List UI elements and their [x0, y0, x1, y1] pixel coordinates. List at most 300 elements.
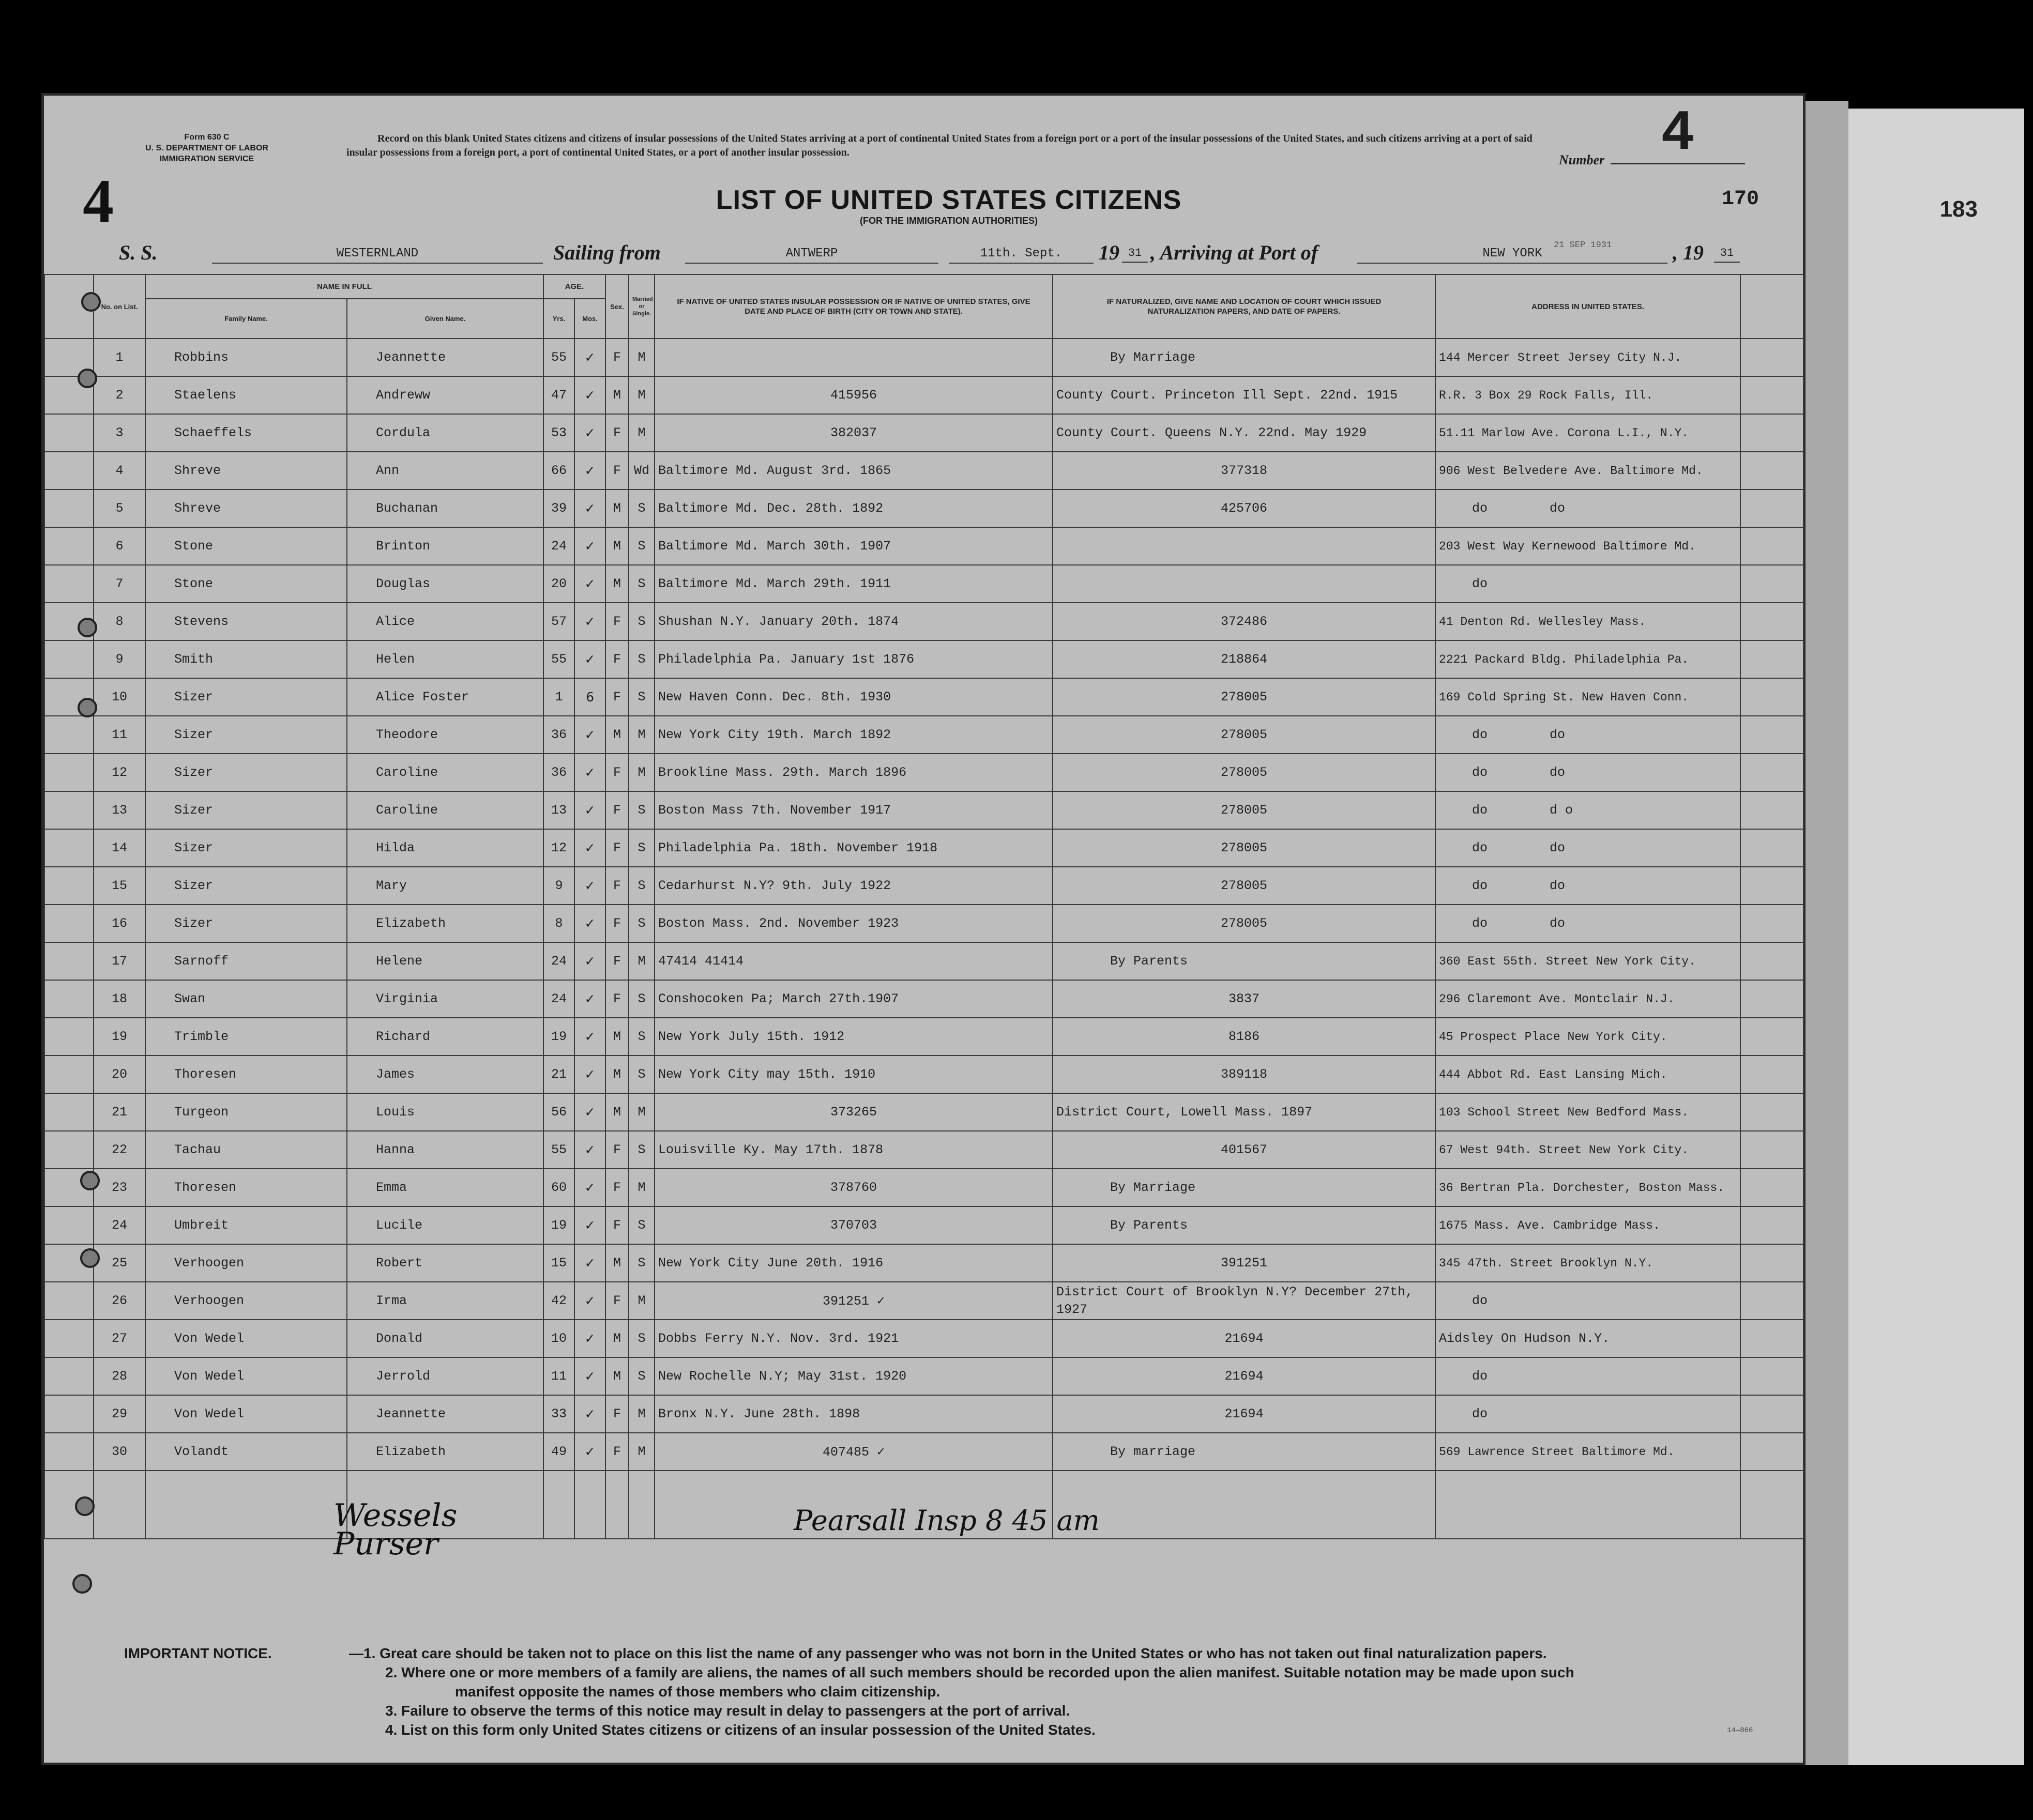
age-months: ✓	[574, 980, 605, 1018]
address: 144 Mercer Street Jersey City N.J.	[1435, 339, 1740, 376]
birth-info: New Rochelle N.Y; May 31st. 1920	[655, 1357, 1053, 1395]
row-end	[1740, 376, 1803, 414]
table-row	[44, 339, 1803, 376]
sex: M	[605, 1357, 629, 1395]
row-end	[1740, 905, 1803, 942]
port-from: ANTWERP	[685, 247, 938, 264]
row-end	[1740, 1433, 1803, 1471]
birth-info: Bronx N.Y. June 28th. 1898	[655, 1395, 1053, 1433]
sailing-label: Sailing from	[553, 241, 661, 264]
address: 45 Prospect Place New York City.	[1435, 1018, 1740, 1056]
birth-info: Shushan N.Y. January 20th. 1874	[655, 603, 1053, 640]
next-page-number: 183	[1939, 196, 1978, 222]
naturalization-info: 391251	[1053, 1244, 1435, 1282]
birth-info: Boston Mass. 2nd. November 1923	[655, 905, 1053, 942]
row-margin	[44, 1395, 94, 1433]
birth-info: New York July 15th. 1912	[655, 1018, 1053, 1056]
family-name: Sizer	[145, 829, 347, 867]
sex: F	[605, 829, 629, 867]
col-name: NAME IN FULL	[145, 274, 543, 299]
row-margin	[44, 452, 94, 490]
family-name: Thoresen	[145, 1169, 347, 1206]
table-row	[44, 1169, 1803, 1206]
naturalization-info: 21694	[1053, 1320, 1435, 1357]
sex: F	[605, 1169, 629, 1206]
birth-info: Boston Mass 7th. November 1917	[655, 791, 1053, 829]
address: 203 West Way Kernewood Baltimore Md.	[1435, 527, 1740, 565]
row-number: 14	[94, 829, 145, 867]
given-name: Caroline	[347, 754, 543, 791]
row-end	[1740, 1169, 1803, 1206]
row-number: 7	[94, 565, 145, 603]
age-months: ✓	[574, 1433, 605, 1471]
age-months: ✓	[574, 490, 605, 527]
sex: M	[605, 527, 629, 565]
naturalization-info: 21694	[1053, 1357, 1435, 1395]
birth-info: 382037	[655, 414, 1053, 452]
service: IMMIGRATION SERVICE	[159, 155, 254, 163]
age-months: ✓	[574, 754, 605, 791]
age-months: ✓	[574, 1357, 605, 1395]
row-end	[1740, 980, 1803, 1018]
marital-status: S	[629, 1320, 655, 1357]
given-name: Jerrold	[347, 1357, 543, 1395]
given-name: Theodore	[347, 716, 543, 754]
given-name: Hanna	[347, 1131, 543, 1169]
naturalization-info: District Court of Brooklyn N.Y? December 27th, 1927	[1053, 1282, 1435, 1320]
age-months: ✓	[574, 1169, 605, 1206]
address: 103 School Street New Bedford Mass.	[1435, 1093, 1740, 1131]
row-number: 1	[94, 339, 145, 376]
row-margin	[44, 1282, 94, 1320]
marital-status: M	[629, 1433, 655, 1471]
row-end	[1740, 640, 1803, 678]
marital-status: S	[629, 1056, 655, 1093]
family-name: Sizer	[145, 905, 347, 942]
row-margin	[44, 1206, 94, 1244]
age-months: ✓	[574, 829, 605, 867]
table-row	[44, 754, 1803, 791]
given-name: Jeannette	[347, 339, 543, 376]
row-number: 11	[94, 716, 145, 754]
family-name: Volandt	[145, 1433, 347, 1471]
row-end	[1740, 791, 1803, 829]
row-number: 16	[94, 905, 145, 942]
given-name: Emma	[347, 1169, 543, 1206]
age-months: ✓	[574, 1282, 605, 1320]
birth-info: Philadelphia Pa. January 1st 1876	[655, 640, 1053, 678]
given-name: Caroline	[347, 791, 543, 829]
table-row	[44, 1320, 1803, 1357]
age-years: 19	[543, 1018, 574, 1056]
marital-status: M	[629, 1282, 655, 1320]
row-number: 17	[94, 942, 145, 980]
marital-status: S	[629, 1131, 655, 1169]
col-naturalization: IF NATURALIZED, GIVE NAME AND LOCATION OF COURT WHICH ISSUED NATURALIZATION PAPERS, AND DATE OF PAPERS.	[1053, 274, 1435, 339]
birth-info: 407485 ✓	[655, 1433, 1053, 1471]
table-row	[44, 603, 1803, 640]
row-end	[1740, 829, 1803, 867]
given-name: Richard	[347, 1018, 543, 1056]
row-end	[1740, 339, 1803, 376]
address: do d o	[1435, 791, 1740, 829]
col-mos: Mos.	[574, 299, 605, 339]
sheet-number: 170	[1722, 188, 1759, 211]
row-margin	[44, 791, 94, 829]
page-subtitle: (FOR THE IMMIGRATION AUTHORITIES)	[860, 216, 1038, 226]
arrival-stamp: 21 SEP 1931	[1554, 240, 1612, 250]
given-name: Elizabeth	[347, 1433, 543, 1471]
age-years: 36	[543, 716, 574, 754]
sex: M	[605, 1056, 629, 1093]
age-years: 20	[543, 565, 574, 603]
address: do do	[1435, 754, 1740, 791]
row-number: 15	[94, 867, 145, 905]
address: 67 West 94th. Street New York City.	[1435, 1131, 1740, 1169]
table-row	[44, 1395, 1803, 1433]
form-number: Form 630 C	[184, 133, 230, 142]
given-name: Andreww	[347, 376, 543, 414]
age-months: ✓	[574, 905, 605, 942]
col-address: ADDRESS IN UNITED STATES.	[1435, 274, 1740, 339]
row-margin	[44, 414, 94, 452]
arrival-year: 31	[1714, 247, 1740, 263]
table-row	[44, 1244, 1803, 1282]
table-row	[44, 414, 1803, 452]
family-name: Umbreit	[145, 1206, 347, 1244]
address: do do	[1435, 905, 1740, 942]
given-name: Lucile	[347, 1206, 543, 1244]
address: 41 Denton Rd. Wellesley Mass.	[1435, 603, 1740, 640]
family-name: Smith	[145, 640, 347, 678]
col-sex: Sex.	[605, 274, 629, 339]
row-number: 5	[94, 490, 145, 527]
age-years: 39	[543, 490, 574, 527]
given-name: Robert	[347, 1244, 543, 1282]
sex: F	[605, 414, 629, 452]
naturalization-info: By Marriage	[1053, 1169, 1435, 1206]
row-end	[1740, 1357, 1803, 1395]
number-label: Number	[1559, 152, 1605, 167]
sex: F	[605, 1395, 629, 1433]
given-name: Alice	[347, 603, 543, 640]
age-years: 56	[543, 1093, 574, 1131]
purser-signature: Wessels Purser	[333, 1497, 458, 1562]
row-end	[1740, 1206, 1803, 1244]
naturalization-info: 278005	[1053, 754, 1435, 791]
address: 444 Abbot Rd. East Lansing Mich.	[1435, 1056, 1740, 1093]
address: 906 West Belvedere Ave. Baltimore Md.	[1435, 452, 1740, 490]
address: 360 East 55th. Street New York City.	[1435, 942, 1740, 980]
age-years: 13	[543, 791, 574, 829]
table-row	[44, 376, 1803, 414]
col-given-name: Given Name.	[347, 299, 543, 339]
age-years: 24	[543, 942, 574, 980]
row-margin	[44, 754, 94, 791]
family-name: Robbins	[145, 339, 347, 376]
naturalization-info: By Parents	[1053, 942, 1435, 980]
table-row	[44, 1433, 1803, 1471]
sex: M	[605, 1244, 629, 1282]
birth-info: Baltimore Md. August 3rd. 1865	[655, 452, 1053, 490]
birth-info: Dobbs Ferry N.Y. Nov. 3rd. 1921	[655, 1320, 1053, 1357]
table-row	[44, 980, 1803, 1018]
sex: F	[605, 640, 629, 678]
address: R.R. 3 Box 29 Rock Falls, Ill.	[1435, 376, 1740, 414]
row-end	[1740, 527, 1803, 565]
age-years: 53	[543, 414, 574, 452]
age-years: 12	[543, 829, 574, 867]
list-number: 4	[1611, 106, 1745, 164]
table-row	[44, 1282, 1803, 1320]
sex: F	[605, 905, 629, 942]
row-margin	[44, 829, 94, 867]
table-row	[44, 1056, 1803, 1093]
age-years: 57	[543, 603, 574, 640]
given-name: Helene	[347, 942, 543, 980]
marital-status: S	[629, 867, 655, 905]
row-margin	[44, 1018, 94, 1056]
col-no: No. on List.	[94, 274, 145, 339]
marital-status: S	[629, 603, 655, 640]
row-end	[1740, 678, 1803, 716]
row-end	[1740, 565, 1803, 603]
age-months: ✓	[574, 376, 605, 414]
row-margin	[44, 527, 94, 565]
row-margin	[44, 1357, 94, 1395]
naturalization-info: 278005	[1053, 678, 1435, 716]
marital-status: M	[629, 716, 655, 754]
sex: F	[605, 1131, 629, 1169]
address: do do	[1435, 867, 1740, 905]
given-name: Cordula	[347, 414, 543, 452]
sex: M	[605, 490, 629, 527]
given-name: James	[347, 1056, 543, 1093]
naturalization-info: 278005	[1053, 905, 1435, 942]
table-row	[44, 452, 1803, 490]
department: U. S. DEPARTMENT OF LABOR	[145, 144, 268, 152]
list-big-number: 4	[83, 166, 114, 235]
given-name: Virginia	[347, 980, 543, 1018]
address: do do	[1435, 490, 1740, 527]
age-months: ✓	[574, 1206, 605, 1244]
binder-hole	[78, 618, 97, 637]
sex: F	[605, 867, 629, 905]
birth-info: Cedarhurst N.Y? 9th. July 1922	[655, 867, 1053, 905]
binder-hole	[80, 1171, 100, 1190]
row-margin	[44, 1093, 94, 1131]
age-years: 49	[543, 1433, 574, 1471]
family-name: Von Wedel	[145, 1395, 347, 1433]
birth-info: Baltimore Md. March 29th. 1911	[655, 565, 1053, 603]
age-months: ✓	[574, 1131, 605, 1169]
age-years: 33	[543, 1395, 574, 1433]
row-margin	[44, 716, 94, 754]
age-months: ✓	[574, 716, 605, 754]
naturalization-info: By marriage	[1053, 1433, 1435, 1471]
row-end	[1740, 716, 1803, 754]
sex: F	[605, 603, 629, 640]
row-number: 10	[94, 678, 145, 716]
table-row	[44, 716, 1803, 754]
row-number: 25	[94, 1244, 145, 1282]
marital-status: M	[629, 1093, 655, 1131]
row-number: 24	[94, 1206, 145, 1244]
marital-status: S	[629, 791, 655, 829]
family-name: Sizer	[145, 754, 347, 791]
age-months: ✓	[574, 1244, 605, 1282]
given-name: Brinton	[347, 527, 543, 565]
address: 345 47th. Street Brooklyn N.Y.	[1435, 1244, 1740, 1282]
sex: F	[605, 678, 629, 716]
sex: F	[605, 1206, 629, 1244]
manifest-sheet	[41, 93, 1806, 1765]
naturalization-info: County Court. Queens N.Y. 22nd. May 1929	[1053, 414, 1435, 452]
binder-hole	[81, 292, 101, 312]
sex: F	[605, 754, 629, 791]
birth-info: New York City may 15th. 1910	[655, 1056, 1053, 1093]
sex: F	[605, 1282, 629, 1320]
age-years: 24	[543, 980, 574, 1018]
age-months: ✓	[574, 867, 605, 905]
marital-status: S	[629, 490, 655, 527]
row-number: 28	[94, 1357, 145, 1395]
port-to: NEW YORK	[1357, 247, 1667, 264]
row-margin	[44, 1433, 94, 1471]
address: do	[1435, 1282, 1740, 1320]
age-months: ✓	[574, 414, 605, 452]
row-number: 8	[94, 603, 145, 640]
marital-status: S	[629, 905, 655, 942]
table-row	[44, 490, 1803, 527]
age-months: ✓	[574, 640, 605, 678]
age-months: ✓	[574, 942, 605, 980]
marital-status: S	[629, 678, 655, 716]
given-name: Donald	[347, 1320, 543, 1357]
row-end	[1740, 452, 1803, 490]
binder-hole	[78, 698, 97, 717]
important-notice	[124, 1644, 1804, 1739]
page-edge	[1806, 101, 1848, 1765]
age-years: 55	[543, 1131, 574, 1169]
row-margin	[44, 640, 94, 678]
table-row	[44, 527, 1803, 565]
row-number: 23	[94, 1169, 145, 1206]
year-prefix-1: 19	[1099, 241, 1119, 264]
form-instructions: Record on this blank United States citizens and citizens of insular possessions of the United States arriving at a port of continental United States from a foreign port or a port of the insular possessions of the United States, and such citizens arriving at a port of said insular possessions from a foreign port, a port of continental United States, or a port of another insular possession.	[346, 133, 1533, 158]
age-months: ✓	[574, 339, 605, 376]
ship-name: WESTERNLAND	[212, 247, 543, 264]
sex: F	[605, 791, 629, 829]
naturalization-info: 401567	[1053, 1131, 1435, 1169]
table-row	[44, 1018, 1803, 1056]
address: 296 Claremont Ave. Montclair N.J.	[1435, 980, 1740, 1018]
given-name: Hilda	[347, 829, 543, 867]
notice-line-2b: manifest opposite the names of those members who claim citizenship.	[455, 1684, 940, 1700]
row-number: 3	[94, 414, 145, 452]
binder-hole	[72, 1574, 92, 1594]
marital-status: S	[629, 1018, 655, 1056]
sex: M	[605, 1320, 629, 1357]
naturalization-info: District Court, Lowell Mass. 1897	[1053, 1093, 1435, 1131]
age-years: 15	[543, 1244, 574, 1282]
naturalization-info: 278005	[1053, 791, 1435, 829]
naturalization-info	[1053, 527, 1435, 565]
row-margin	[44, 942, 94, 980]
marital-status: S	[629, 829, 655, 867]
marital-status: S	[629, 565, 655, 603]
form-id	[122, 132, 292, 164]
family-name: Swan	[145, 980, 347, 1018]
family-name: Trimble	[145, 1018, 347, 1056]
table-row	[44, 791, 1803, 829]
family-name: Stevens	[145, 603, 347, 640]
family-name: Sizer	[145, 867, 347, 905]
family-name: Stone	[145, 565, 347, 603]
row-end	[1740, 942, 1803, 980]
citizens-rows	[44, 339, 1803, 1471]
marital-status: M	[629, 754, 655, 791]
naturalization-info: By Parents	[1053, 1206, 1435, 1244]
print-code: 14—866	[1727, 1726, 1753, 1735]
row-number: 18	[94, 980, 145, 1018]
sailing-year: 31	[1122, 247, 1148, 263]
row-number: 29	[94, 1395, 145, 1433]
table-row	[44, 942, 1803, 980]
age-years: 24	[543, 527, 574, 565]
given-name: Irma	[347, 1282, 543, 1320]
birth-info: New York City June 20th. 1916	[655, 1244, 1053, 1282]
age-months: ✓	[574, 452, 605, 490]
birth-info: Louisville Ky. May 17th. 1878	[655, 1131, 1053, 1169]
naturalization-info: 3837	[1053, 980, 1435, 1018]
table-row	[44, 1206, 1803, 1244]
binder-hole	[78, 369, 97, 388]
table-row	[44, 678, 1803, 716]
notice-line-1: IMPORTANT NOTICE. —1. Great care should be taken not to place on this list the name of any passenger who was not born in the United States or who has not taken out final naturalization papers.	[124, 1644, 1804, 1663]
table-row	[44, 1357, 1803, 1395]
year-prefix-2: , 19	[1673, 241, 1704, 264]
table-row	[44, 1093, 1803, 1131]
naturalization-info: 278005	[1053, 867, 1435, 905]
sailing-date: 11th. Sept.	[949, 247, 1094, 264]
next-page	[1848, 109, 2024, 1765]
row-end	[1740, 1320, 1803, 1357]
age-years: 47	[543, 376, 574, 414]
row-number: 6	[94, 527, 145, 565]
row-number: 21	[94, 1093, 145, 1131]
row-number: 19	[94, 1018, 145, 1056]
sex: F	[605, 980, 629, 1018]
birth-info: 370703	[655, 1206, 1053, 1244]
sex: F	[605, 1433, 629, 1471]
address: do	[1435, 1357, 1740, 1395]
age-years: 9	[543, 867, 574, 905]
address: 2221 Packard Bldg. Philadelphia Pa.	[1435, 640, 1740, 678]
sex: M	[605, 1093, 629, 1131]
naturalization-info: 377318	[1053, 452, 1435, 490]
age-years: 42	[543, 1282, 574, 1320]
row-number: 2	[94, 376, 145, 414]
row-margin	[44, 1131, 94, 1169]
table-row	[44, 829, 1803, 867]
row-number: 22	[94, 1131, 145, 1169]
naturalization-info	[1053, 565, 1435, 603]
naturalization-info: County Court. Princeton Ill Sept. 22nd. 1915	[1053, 376, 1435, 414]
age-years: 55	[543, 339, 574, 376]
sex: F	[605, 339, 629, 376]
col-marital: Married or Single.	[629, 274, 655, 339]
